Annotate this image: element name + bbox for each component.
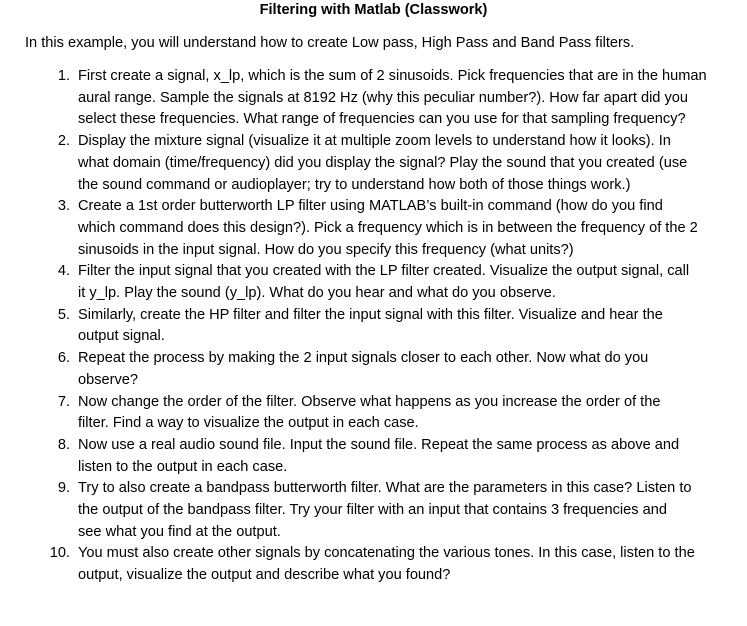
list-item: [0, 131, 747, 196]
list-item-number: 9.: [57, 480, 70, 497]
list-item: [0, 478, 747, 543]
list-item: [0, 348, 747, 391]
list-item-text-line: filter. Find a way to visualize the output in each case.: [78, 415, 419, 432]
list-item-text-line: aural range. Sample the signals at 8192 Hz (why this peculiar number?). How far apart did you: [78, 89, 689, 106]
list-item-text-line: First create a signal, x_lp, which is the sum of 2 sinusoids. Pick frequencies that are in the human: [78, 68, 707, 84]
list-item-number: 4.: [57, 263, 70, 280]
list-item-number: 8.: [57, 436, 70, 453]
list-item-text-line: it y_lp. Play the sound (y_lp). What do you hear and what do you observe.: [78, 285, 556, 302]
document-title: Filtering with Matlab (Classwork): [259, 2, 488, 18]
list-item: [0, 543, 747, 586]
list-item-text-line: Similarly, create the HP filter and filter the input signal with this filter. Visualize and hear the: [78, 306, 663, 323]
list-item-text-line: listen to the output in each case.: [78, 458, 288, 475]
list-item-text-line: output, visualize the output and describe what you found?: [78, 567, 451, 584]
list-item-number: 6.: [57, 350, 70, 367]
list-item-text-line: the output of the bandpass filter. Try your filter with an input that contains 3 frequencies and: [78, 502, 667, 519]
list-item-text-line: Create a 1st order butterworth LP filter using MATLAB’s built-in command (how do you find: [78, 198, 663, 215]
list-item-number: 3.: [57, 198, 70, 215]
list-item-text-line: select these frequencies. What range of frequencies can you use for that sampling frequency?: [78, 111, 686, 128]
list-item-number: 7.: [57, 393, 70, 410]
list-item: [0, 66, 747, 131]
list-item-text-line: sinusoids in the input signal. How do you specify this frequency (what units?): [78, 241, 574, 258]
list-item: [0, 435, 747, 478]
list-item-text-line: see what you find at the output.: [78, 523, 281, 540]
list-item-number: 1.: [57, 68, 70, 84]
list-item-number: 5.: [57, 306, 70, 323]
list-item-text-line: You must also create other signals by concatenating the various tones. In this case, listen to the: [78, 545, 695, 562]
list-item-text-line: Now use a real audio sound file. Input the sound file. Repeat the same process as above and: [78, 436, 680, 453]
list-item: [0, 261, 747, 304]
list-item-text-line: Now change the order of the filter. Observe what happens as you increase the order of the: [78, 393, 661, 410]
list-item-number: 2.: [57, 133, 70, 150]
list-item-text-line: which command does this design?). Pick a frequency which is in between the frequency of the 2: [78, 219, 698, 236]
list-item-text-line: the sound command or audioplayer; try to understand how both of those things work.): [78, 176, 631, 193]
list-item-text-line: Repeat the process by making the 2 input signals closer to each other. Now what do you: [78, 350, 649, 367]
list-item-text-line: output signal.: [78, 328, 165, 345]
list-item-text-line: Filter the input signal that you created with the LP filter created. Visualize the output signal, call: [78, 263, 690, 280]
list-item-text-line: Try to also create a bandpass butterworth filter. What are the parameters in this case? Listen to: [78, 480, 692, 497]
list-item-text-line: what domain (time/frequency) did you display the signal? Play the sound that you created (use: [78, 154, 688, 171]
list-item-text-line: Display the mixture signal (visualize it at multiple zoom levels to understand how it looks). In: [78, 133, 671, 150]
list-item: [0, 305, 747, 348]
list-item: [0, 196, 747, 261]
list-item-number: 10.: [49, 545, 70, 562]
list-item-text-line: observe?: [78, 371, 139, 388]
task-list: [0, 66, 747, 587]
list-item: [0, 392, 747, 435]
intro-paragraph: In this example, you will understand how to create Low pass, High Pass and Band Pass filters.: [25, 35, 635, 51]
